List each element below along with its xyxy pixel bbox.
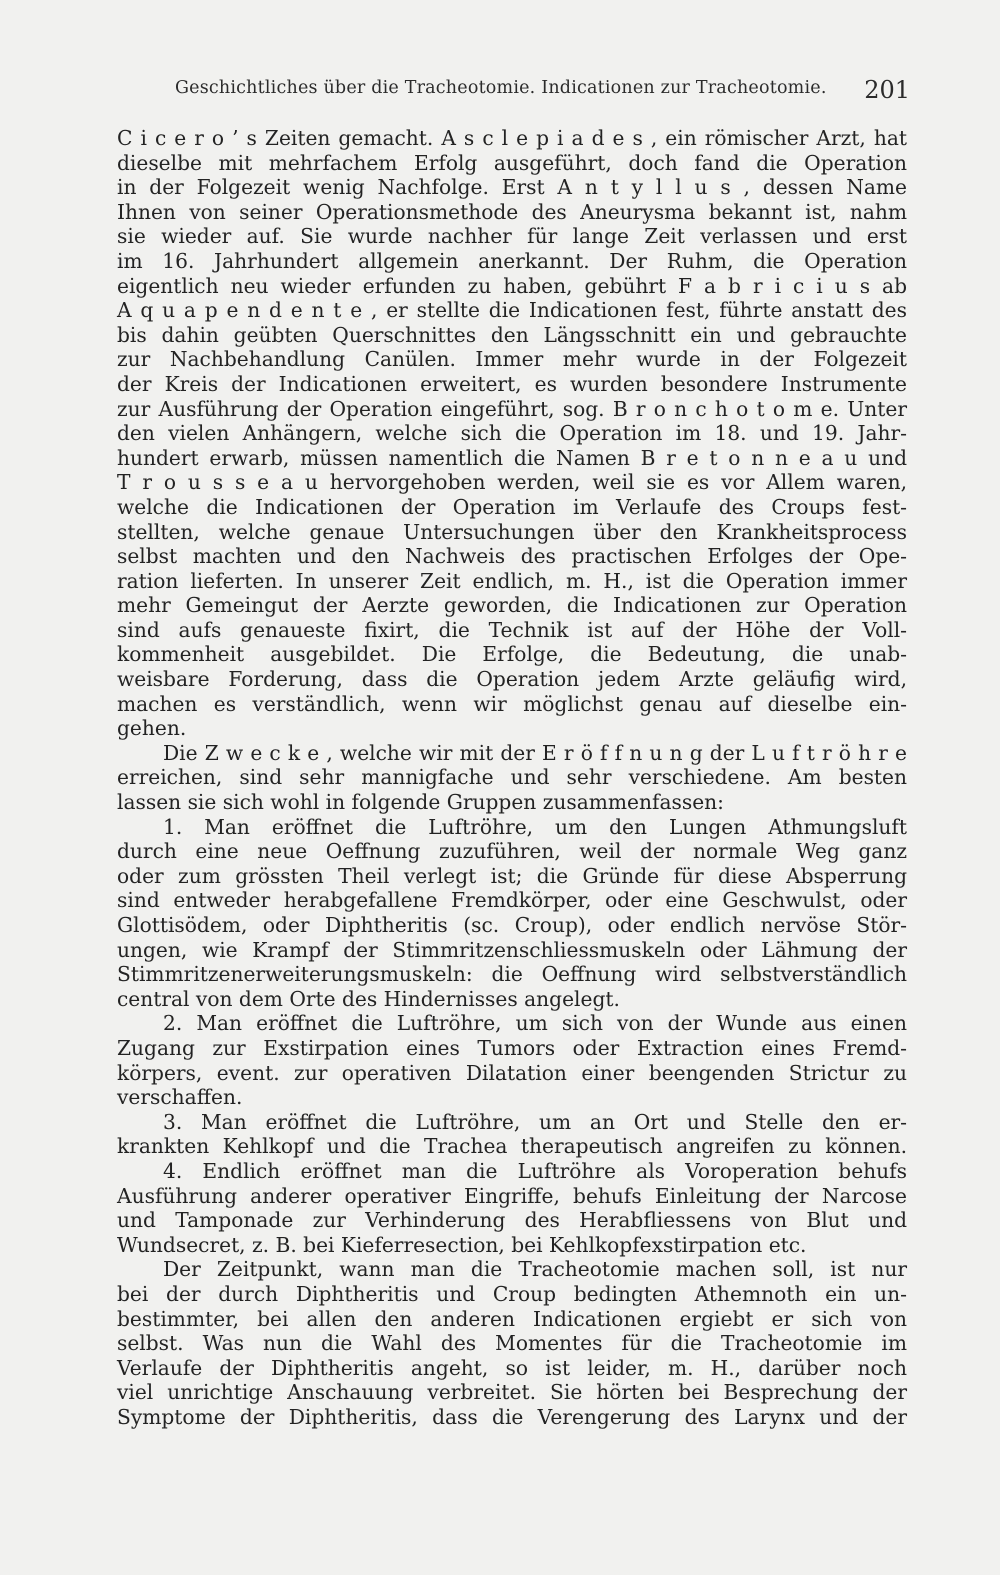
text-line: selbst. Was nun die Wahl des Momentes für die Tracheotomie im xyxy=(117,1331,907,1356)
text-line: mehr Gemeingut der Aerzte geworden, die Indicationen zur Operation xyxy=(117,593,907,618)
text-line: ration lieferten. In unserer Zeit endlich, m. H., ist die Operation immer xyxy=(117,568,907,593)
text-line: Glottisödem, oder Diphtheritis (sc. Croup), oder endlich nervöse Stör- xyxy=(117,913,907,937)
text-line: zur Ausführung der Operation eingeführt, sog. B r o n c h o t o m e. Unter xyxy=(117,396,907,421)
text-line: welche die Indicationen der Operation im Verlaufe des Croups fest- xyxy=(117,494,907,519)
text-line: körpers, event. zur operativen Dilatation einer beengenden Strictur zu xyxy=(117,1060,907,1085)
text-line: sind entweder herabgefallene Fremdkörper, oder eine Geschwulst, oder xyxy=(117,888,907,913)
text-line: eigentlich neu wieder erfunden zu haben, gebührt F a b r i c i u s ab xyxy=(117,273,907,298)
text-line: lassen sie sich wohl in folgende Gruppen zusammenfassen: xyxy=(117,790,724,815)
text-line: selbst machten und den Nachweis des practischen Erfolges der Ope- xyxy=(117,544,907,569)
text-line: gehen. xyxy=(117,716,187,741)
text-line: sie wieder auf. Sie wurde nachher für lange Zeit verlassen und erst xyxy=(117,224,907,249)
text-line: Symptome der Diphtheritis, dass die Verengerung des Larynx und der xyxy=(117,1404,907,1429)
body-text xyxy=(117,126,907,1429)
text-line: durch eine neue Oeffnung zuzuführen, weil der normale Weg ganz xyxy=(117,839,907,864)
list-item-4: 4. Endlich eröffnet man die Luftröhre als Voroperation behufs xyxy=(163,1158,907,1183)
text-line: im 16. Jahrhundert allgemein anerkannt. Der Ruhm, die Operation xyxy=(117,248,907,273)
text-line: verschaffen. xyxy=(117,1085,243,1110)
text-line: dieselbe mit mehrfachem Erfolg ausgeführt, doch fand die Operation xyxy=(117,150,907,175)
text-line: machen es verständlich, wenn wir möglichst genau auf dieselbe ein- xyxy=(117,691,907,716)
list-item-1: 1. Man eröffnet die Luftröhre, um den Lungen Athmungsluft xyxy=(163,814,907,839)
text-line: Verlaufe der Diphtheritis angeht, so ist leider, m. H., darüber noch xyxy=(117,1355,907,1380)
text-line: Stimmritzenerweiterungsmuskeln: die Oeffnung wird selbstverständlich xyxy=(117,962,907,987)
list-item-2: 2. Man eröffnet die Luftröhre, um sich von der Wunde aus einen xyxy=(163,1011,907,1036)
text-line: hundert erwarb, müssen namentlich die Namen B r e t o n n e a u und xyxy=(117,445,907,470)
page-number: 201 xyxy=(864,76,910,104)
text-line: bei der durch Diphtheritis und Croup bedingten Athemnoth ein un- xyxy=(117,1281,907,1306)
text-line: und Tamponade zur Verhinderung des Herabfliessens von Blut und xyxy=(117,1208,907,1233)
running-head: Geschichtliches über die Tracheotomie. Indicationen zur Tracheotomie. xyxy=(175,78,827,98)
text-line: central von dem Orte des Hindernisses angelegt. xyxy=(117,986,620,1011)
page-header xyxy=(175,76,910,112)
text-line: in der Folgezeit wenig Nachfolge. Erst A n t y l l u s , dessen Name xyxy=(117,175,907,200)
text-line: kommenheit ausgebildet. Die Erfolge, die Bedeutung, die unab- xyxy=(117,642,907,667)
text-line: Wundsecret, z. B. bei Kieferresection, bei Kehlkopfexstirpation etc. xyxy=(117,1232,807,1257)
text-line: oder zum grössten Theil verlegt ist; die Gründe für diese Absperrung xyxy=(117,863,907,888)
text-line: Ausführung anderer operativer Eingriffe, behufs Einleitung der Narcose xyxy=(117,1183,907,1208)
text-line: den vielen Anhängern, welche sich die Operation im 18. und 19. Jahr- xyxy=(117,421,907,446)
text-line: C i c e r o ’ s Zeiten gemacht. A s c l e p i a d e s , ein römischer Arzt, hat xyxy=(117,126,907,150)
text-line: stellten, welche genaue Untersuchungen über den Krankheitsprocess xyxy=(117,519,907,544)
text-line: A q u a p e n d e n t e , er stellte die Indicationen fest, führte anstatt des xyxy=(117,298,907,323)
text-line: Die Z w e c k e , welche wir mit der E r ö f f n u n g der L u f t r ö h r e xyxy=(163,740,907,765)
text-line: der Kreis der Indicationen erweitert, es wurden besondere Instrumente xyxy=(117,371,907,396)
text-line: erreichen, sind sehr mannigfache und sehr verschiedene. Am besten xyxy=(117,765,907,790)
text-line: Zugang zur Exstirpation eines Tumors oder Extraction eines Fremd- xyxy=(117,1035,907,1060)
text-line: ungen, wie Krampf der Stimmritzenschliessmuskeln oder Lähmung der xyxy=(117,937,907,962)
text-line: sind aufs genaueste fixirt, die Technik ist auf der Höhe der Voll- xyxy=(117,617,907,642)
text-line: Ihnen von seiner Operationsmethode des Aneurysma bekannt ist, nahm xyxy=(117,199,907,224)
text-line: krankten Kehlkopf und die Trachea therapeutisch angreifen zu können. xyxy=(117,1134,907,1159)
text-line: viel unrichtige Anschauung verbreitet. Sie hörten bei Besprechung der xyxy=(117,1380,907,1405)
text-line: bis dahin geübten Querschnittes den Längsschnitt ein und gebrauchte xyxy=(117,322,907,347)
text-line: weisbare Forderung, dass die Operation jedem Arzte geläufig wird, xyxy=(117,667,907,692)
list-item-3: 3. Man eröffnet die Luftröhre, um an Ort und Stelle den er- xyxy=(163,1109,907,1134)
text-line: Der Zeitpunkt, wann man die Tracheotomie machen soll, ist nur xyxy=(163,1257,907,1282)
text-line: zur Nachbehandlung Canülen. Immer mehr wurde in der Folgezeit xyxy=(117,347,907,372)
text-line: bestimmter, bei allen den anderen Indicationen ergiebt er sich von xyxy=(117,1306,907,1331)
text-line: T r o u s s e a u hervorgehoben werden, weil sie es vor Allem waren, xyxy=(117,470,907,495)
